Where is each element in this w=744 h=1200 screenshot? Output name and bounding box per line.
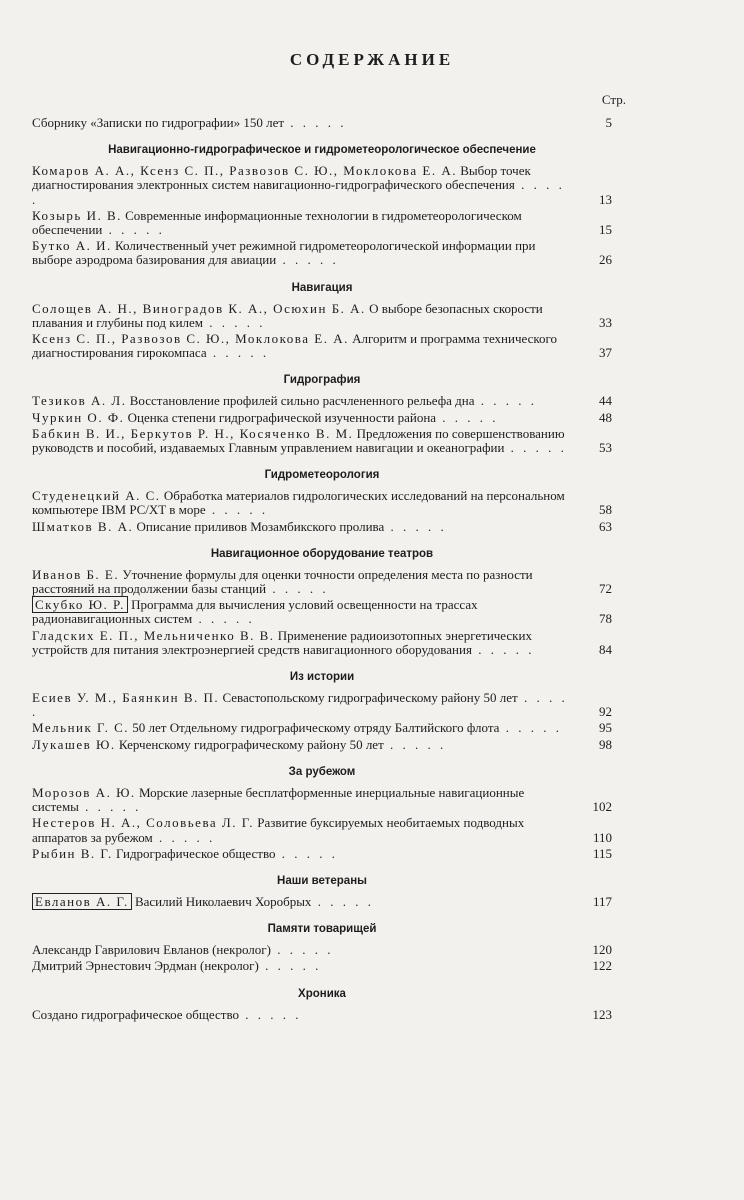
entry-title: Обработка материалов гидрологических исследований на персональном компьютере IBM PC/XT в море (32, 488, 565, 518)
section-heading: Памяти товарищей (267, 923, 377, 936)
entry-page-number: 120 (592, 942, 612, 958)
entry-page-number: 123 (592, 1006, 612, 1022)
leader-dots: . . . . . (258, 958, 322, 974)
entry-author: Нестеров Н. А., Соловьева Л. Г. (32, 815, 255, 831)
leader-dots: . . . . . (471, 641, 535, 657)
entry-page-number: 58 (599, 502, 612, 518)
section-heading: Наши ветераны (277, 874, 367, 887)
entry-author: Морозов А. Ю. (32, 784, 136, 800)
entry-title: Современные информационные технологии в гидрометеорологическом обеспечении (32, 207, 522, 238)
section-heading: Гидрометеорология (264, 469, 380, 482)
entry-page-number: 15 (599, 222, 612, 238)
section-heading: Навигация (291, 281, 353, 294)
toc-entry[interactable] (32, 489, 612, 517)
entry-page-number: 122 (592, 958, 612, 974)
entry-author: Рыбин В. Г. (32, 845, 113, 861)
entry-author: Бабкин В. И., Беркутов Р. Н., Косяченко В. М. (32, 425, 354, 441)
leader-dots: . . . . . (384, 518, 447, 534)
leader-dots: . . . . . (239, 1006, 302, 1022)
entry-title: Уточнение формулы для оценки точности определения места по разности расстояний на продолжении базы станций (32, 566, 533, 597)
entry-title: Предложения по совершенствованию руководств и пособий, издаваемых Главным управлением навигации и океанографии (32, 425, 565, 456)
entry-author: Бутко А. И. (32, 238, 112, 254)
entry-page-number: 98 (599, 736, 612, 752)
entry-page-number: 72 (599, 581, 612, 597)
page-column-label: Стр. (601, 92, 626, 107)
entry-author: Чуркин О. Ф. (32, 409, 125, 425)
entry-title: Восстановление профилей сильно расчлененного рельефа дна (129, 393, 475, 409)
entry-title: Василий Николаевич Хоробрых (134, 893, 312, 909)
entry-title: Развитие буксируемых необитаемых подводных аппаратов за рубежом (32, 815, 525, 845)
entry-title: Севастопольскому гидрографическому району 50 лет (222, 690, 518, 706)
entry-page-number: 78 (599, 611, 612, 627)
entry-title: Создано гидрографическое общество (32, 1006, 240, 1022)
toc-entry[interactable] (32, 943, 612, 957)
leader-dots: . . . . . (270, 942, 334, 958)
entry-title: О выборе безопасных скорости плавания и глубины под килем (32, 300, 543, 330)
leader-dots: . . . . . (311, 893, 374, 909)
toc-entry[interactable] (32, 209, 612, 237)
leader-dots: . . . . . (383, 736, 447, 752)
toc-entry[interactable] (32, 239, 612, 267)
toc-entry[interactable] (32, 786, 612, 814)
section-heading: Гидрография (283, 374, 361, 387)
toc-entry[interactable] (32, 629, 612, 657)
entry-title: Гидрографическое общество (115, 845, 276, 861)
leader-dots: . . . . . (436, 409, 499, 425)
toc-entry[interactable] (32, 1008, 612, 1022)
entry-title: Сборнику «Записки по гидрографии» 150 лет (32, 115, 285, 130)
leader-dots: . . . . . (275, 845, 338, 861)
section-heading: Из истории (289, 671, 355, 684)
toc-entry[interactable] (32, 302, 612, 330)
entry-author: Ксенз С. П., Развозов С. Ю., Моклокова Е. А. (32, 331, 349, 347)
toc-entry[interactable] (32, 332, 612, 360)
leader-dots: . . . . . (504, 440, 567, 456)
leader-dots: . . . . . (499, 720, 562, 736)
toc-entry[interactable] (32, 847, 612, 861)
toc-entry[interactable] (32, 164, 612, 207)
toc-entry[interactable] (32, 411, 612, 425)
entry-page-number: 53 (599, 440, 612, 456)
entry-page-number: 117 (592, 893, 612, 909)
entry-author: Козырь И. В. (32, 207, 122, 223)
toc-entry[interactable] (32, 394, 612, 408)
leader-dots: . . . . . (266, 581, 329, 597)
entry-page-number: 92 (599, 704, 612, 720)
entry-author: Лукашев Ю. (32, 736, 116, 752)
entry-author: Гладских Е. П., Мельниченко В. В. (32, 627, 275, 643)
entry-page-number: 13 (599, 191, 612, 207)
toc-entry[interactable] (32, 738, 612, 752)
entry-title: Описание приливов Мозамбикского пролива (136, 518, 385, 534)
entry-page-number: 37 (599, 345, 612, 361)
leader-dots: . . . . . (32, 690, 568, 720)
entry-page-number: 26 (599, 252, 612, 268)
leader-dots: . . . . . (78, 799, 142, 815)
entry-page-number: 115 (592, 845, 612, 861)
entry-author: Шматков В. А. (32, 518, 134, 534)
leader-dots: . . . . . (102, 222, 165, 238)
entry-title: Программа для вычисления условий освещенности на трассах радионавигационных систем (32, 597, 478, 627)
entry-author: Скубко Ю. Р. (32, 596, 128, 613)
toc-entry[interactable] (32, 816, 612, 844)
entry-title: Морские лазерные бесплатформенные инерциальные навигационные системы (32, 784, 525, 815)
toc-entry[interactable] (32, 116, 612, 130)
entry-page-number: 84 (599, 641, 612, 657)
entry-title: Выбор точек диагностирования электронных систем навигационно-гидрографического обеспечения (32, 163, 531, 193)
toc-entry[interactable] (32, 691, 612, 719)
entry-author: Тезиков А. Л. (32, 393, 127, 409)
entry-page-number: 48 (599, 409, 612, 425)
entry-page-number: 44 (599, 393, 612, 409)
entry-page-number: 33 (599, 314, 612, 330)
toc-entry[interactable] (32, 568, 612, 596)
toc-entry[interactable] (32, 427, 612, 455)
leader-dots: . . . . . (205, 502, 269, 518)
leader-dots: . . . . . (276, 252, 339, 268)
entry-author: Комаров А. А., Ксенз С. П., Развозов С. Ю., Моклокова Е. А. (32, 163, 457, 179)
entry-author: Мельник Г. С. (32, 720, 130, 736)
leader-dots: . . . . . (474, 393, 538, 409)
toc-list (32, 114, 612, 1024)
leader-dots: . . . . . (203, 314, 266, 330)
section-heading: За рубежом (288, 765, 356, 778)
entry-title: Оценка степени гидрографической изученности района (127, 409, 437, 425)
entry-title: 50 лет Отдельному гидрографическому отряду Балтийского флота (132, 720, 500, 736)
entry-page-number: 5 (605, 115, 612, 130)
toc-entry[interactable] (32, 520, 612, 534)
leader-dots: . . . . . (206, 345, 270, 361)
page-title: СОДЕРЖАНИЕ (289, 50, 455, 69)
toc-entry[interactable] (32, 598, 612, 626)
entry-page-number: 110 (592, 829, 612, 845)
toc-entry[interactable] (32, 721, 612, 735)
entry-title: Алгоритм и программа технического диагностирования гирокомпаса (32, 331, 558, 361)
leader-dots: . . . . . (284, 115, 347, 130)
entry-author: Студенецкий А. С. (32, 488, 161, 504)
entry-page-number: 63 (599, 518, 612, 534)
entry-title: Применение радиоизотопных энергетических устройств для питания электроэнергией средств навигационного оборудования (32, 627, 532, 657)
entry-title: Александр Гаврилович Евланов (некролог) (32, 942, 271, 958)
entry-title: Дмитрий Эрнестович Эрдман (некролог) (32, 958, 259, 974)
entry-title: Количественный учет режимной гидрометеорологической информации при выборе аэродрома базирования для авиации (32, 238, 536, 268)
section-heading: Хроника (298, 987, 346, 1000)
entry-author: Есиев У. М., Баянкин В. П. (32, 690, 220, 706)
leader-dots: . . . . . (192, 611, 255, 627)
entry-page-number: 102 (592, 799, 612, 815)
toc-entry[interactable] (32, 895, 612, 909)
toc-entry[interactable] (32, 959, 612, 973)
entry-author: Иванов Б. Е. (32, 566, 120, 582)
section-heading: Навигационное оборудование театров (210, 547, 434, 560)
entry-author: Евланов А. Г. (32, 893, 132, 910)
section-heading: Навигационно-гидрографическое и гидрометеорологическое обеспечение (108, 144, 536, 157)
entry-author: Солощев А. Н., Виноградов К. А., Осюхин Б. А. (32, 300, 366, 316)
entry-title: Керченскому гидрографическому району 50 лет (118, 736, 384, 752)
leader-dots: . . . . . (32, 177, 565, 207)
entry-page-number: 95 (599, 720, 612, 736)
leader-dots: . . . . . (152, 829, 216, 845)
